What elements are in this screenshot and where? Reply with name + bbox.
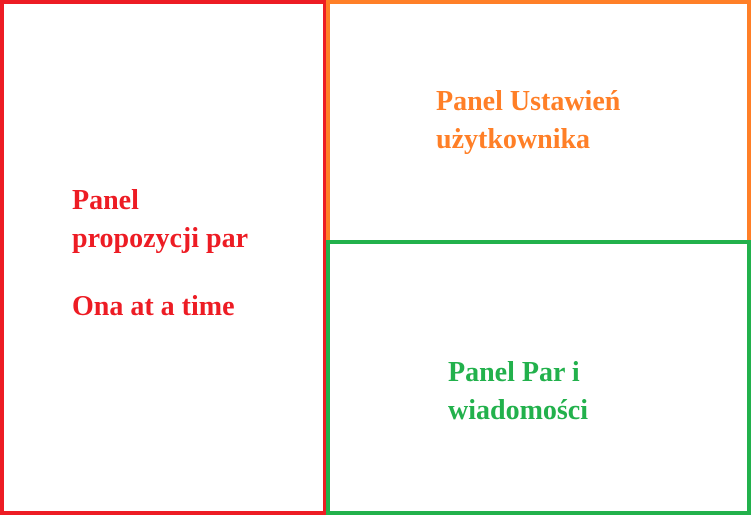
user-settings-title-line2: użytkownika [436,124,591,155]
matches-messages-title-line2: wiadomości [448,395,588,426]
match-proposals-title-line1: Panel [72,185,139,216]
matches-messages-title-line1: Panel Par i [448,357,580,388]
match-proposals-note: Ona at a time [72,291,235,322]
user-settings-title-line1: Panel Ustawień [436,86,621,117]
match-proposals-title-line2: propozycji par [72,223,249,254]
match-proposals-label [72,182,248,326]
user-settings-label [436,83,620,159]
matches-messages-label [448,354,588,430]
